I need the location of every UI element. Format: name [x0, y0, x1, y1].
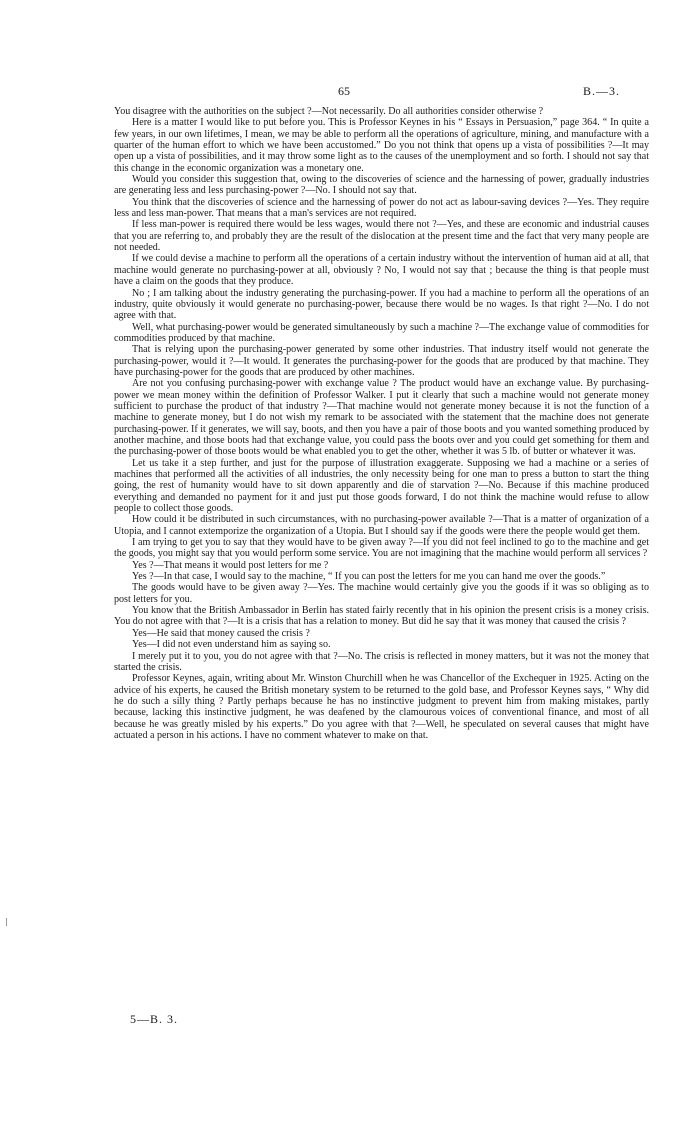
paragraph: No ; I am talking about the industry generating the purchasing-power. If you had a machine to perform all the operations of an industry, quite obviously it would generate no purchasing-power, because there would be no wages. Is that right ?—No. I do not agree with that.: [114, 287, 649, 322]
paragraph: The goods would have to be given away ?—Yes. The machine would certainly give you the goods if it was so obliging as to post letters for you.: [114, 582, 649, 605]
paragraph: Well, what purchasing-power would be generated simultaneously by such a machine ?—The exchange value of commodities for commodities produced by that machine.: [114, 321, 649, 344]
paragraph: Let us take it a step further, and just for the purpose of illustration exaggerate. Supposing we had a machine or a series of machines that performed all the activities of all industries, the only necessity being for one man to press a button to start the thing going, the rest of humanity would have to sit down apparently and die of starvation ?—No. Because if this machine produced everything and demanded no payment for it and just put those goods forward, I do not think the machine would refuse to allow people to collect those goods.: [114, 457, 649, 515]
paragraph: I merely put it to you, you do not agree with that ?—No. The crisis is reflected in money matters, but it was not the money that started the crisis.: [114, 650, 649, 673]
paragraph: Yes—I did not even understand him as saying so.: [132, 639, 331, 651]
page-header: [0, 84, 700, 100]
scan-edge-mark: [6, 918, 7, 926]
paragraph: Are not you confusing purchasing-power with exchange value ? The product would have an exchange value. By purchasing-power we mean money within the definition of Professor Walker. I put it clearly that such a machine would not generate money sufficient to purchase the product of that industry ?—That machine would not generate money because it is not the function of a machine to generate money, but I do not wish my remark to be associated with the statement that the machine does not generate purchasing-power. If it generates, we will say, boots, and then you have a pair of those boots and you wanted something produced by another machine, and those boots had that exchange value, you could pass the boots over and you could get something for them and the purchasing-power of those boots would be what enabled you to get the other, whether it was 5 lb. of butter or whatever it was.: [114, 378, 649, 458]
paragraph: Here is a matter I would like to put before you. This is Professor Keynes in his “ Essays in Persuasion,” page 364. “ In quite a few years, in our own lifetimes, I mean, we may be able to perform all the operations of agriculture, mining, and manufacture with a quarter of the human effort to which we have been accustomed.” Do you not think that opens up a vista of possibilities ?—It may open up a vista of possibilities, and it may throw some light as to the causes of the unemployment and so forth. I should not say that this change in the economic organization was a monetary one.: [114, 117, 649, 174]
paragraph: How could it be distributed in such circumstances, with no purchasing-power available ?—That is a matter of organization of a Utopia, and I cannot extemporize the organization of a Utopia. But I should say if the goods were there the people would get them.: [114, 514, 649, 537]
paragraph: If less man-power is required there would be less wages, would there not ?—Yes, and these are economic and industrial causes that you are referring to, and probably they are the result of the dislocation at the present time and the fact that very many people are not needed.: [114, 219, 649, 254]
testimony-text: [114, 106, 649, 741]
document-reference: B.—3.: [582, 84, 620, 98]
paragraph: You know that the British Ambassador in Berlin has stated fairly recently that in his opinion the present crisis is a money crisis. You do not agree with that ?—It is a crisis that has a relation to money. But did he say that it was money that caused the crisis ?: [114, 605, 649, 628]
paragraph: Would you consider this suggestion that, owing to the discoveries of science and the harnessing of power, gradually industries are generating less and less purchasing-power ?—No. I should not say that.: [114, 174, 649, 197]
paragraph: You disagree with the authorities on the subject ?—Not necessarily. Do all authorities consider otherwise ?: [114, 106, 544, 117]
paragraph: That is relying upon the purchasing-power generated by some other industries. That industry itself would not generate the purchasing-power, would it ?—It would. It generates the purchasing-power for the goods that are produced by that machine. They have purchasing-power for the goods that are produced by other machines.: [114, 344, 649, 378]
paragraph: You think that the discoveries of science and the harnessing of power do not act as labour-saving devices ?—Yes. They require less and less man-power. That means that a man's services are not required.: [114, 196, 649, 220]
paragraph: Yes ?—In that case, I would say to the machine, “ If you can post the letters for me you can hand me over the goods.”: [132, 571, 606, 583]
paragraph: Yes—He said that money caused the crisis ?: [132, 627, 310, 639]
paragraph: I am trying to get you to say that they would have to be given away ?—If you did not feel inclined to go to the machine and get the goods, you might say that you would perform some service. You are not imagining that the machine would perform all services ?: [114, 537, 649, 560]
paragraph: If we could devise a machine to perform all the operations of a certain industry without the intervention of human aid at all, that machine would generate no purchasing-power at all, obviously ? No, I would not say that ; because the thing is that people must have a claim on the goods that they produce.: [114, 253, 649, 288]
paragraph: Yes ?—That means it would post letters for me ?: [132, 559, 329, 571]
paragraph: Professor Keynes, again, writing about Mr. Winston Churchill when he was Chancellor of the Exchequer in 1925. Acting on the advice of his experts, he caused the British monetary system to be returned to the gold base, and Professor Keynes says, “ Why did he do such a silly thing ? Partly perhaps because he has no instinctive judgment to prevent him from making mistakes, partly because, lacking this instinctive judgment, he was deafened by the clamourous voices of conventional finance, and most of all because he was greatly misled by his experts.” Do you agree with that ?—Well, he speculated on several causes that might have actuated a person in his actions. I have no comment whatever to make on that.: [114, 673, 649, 741]
page-signature: 5—B. 3.: [130, 1012, 179, 1026]
page-number: 65: [338, 84, 350, 98]
